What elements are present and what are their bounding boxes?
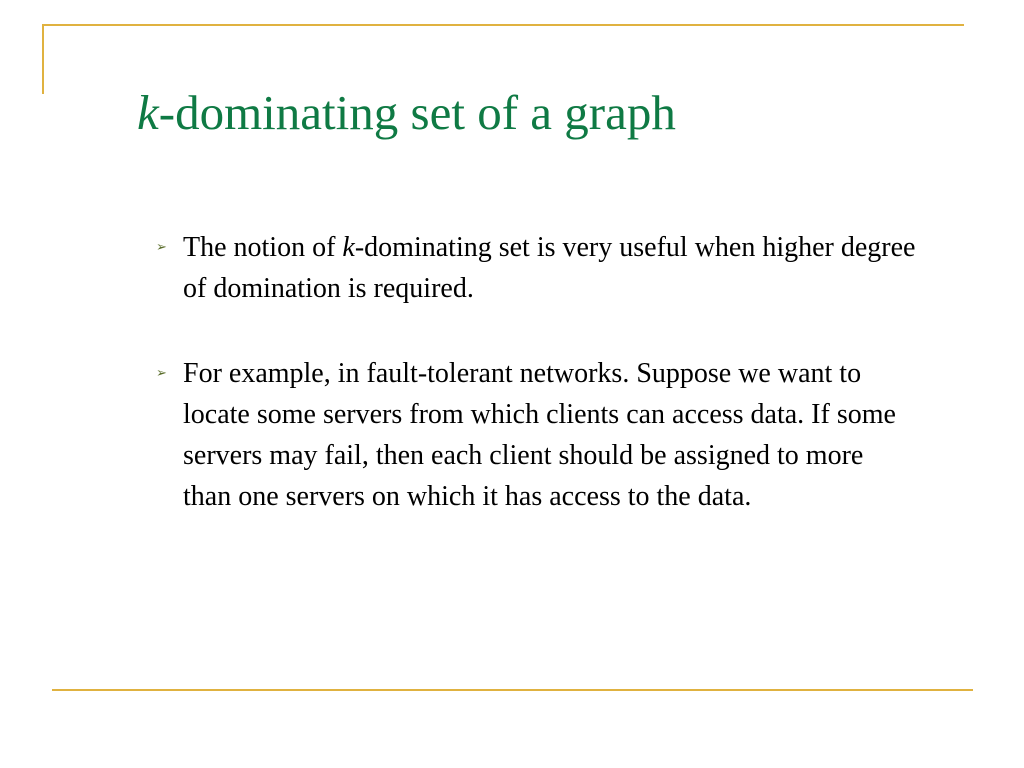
- bullet-variable: k: [342, 232, 355, 263]
- frame-top-border: [42, 24, 964, 26]
- bullet-text-after: -dominating set is very useful when higher degree of domination is required.: [183, 232, 916, 304]
- bullet-text: [183, 232, 915, 304]
- bullet-text: For example, in fault-tolerant networks. Suppose we want to locate some servers from which clients can access data. If some servers may fail, then each client should be assigned to more than one servers on which it has access to the data.: [183, 358, 896, 512]
- bullet-list: [156, 227, 916, 561]
- bullet-item: [156, 227, 916, 309]
- slide-title: [137, 84, 676, 143]
- bullet-item: [156, 353, 916, 517]
- frame-bottom-border: [52, 689, 973, 691]
- title-variable: k: [137, 85, 159, 140]
- title-text: -dominating set of a graph: [158, 85, 676, 140]
- frame-left-border: [42, 24, 44, 94]
- arrow-bullet-icon: ➢: [156, 240, 167, 255]
- bullet-text-before: The notion of: [183, 232, 343, 263]
- arrow-bullet-icon: ➢: [156, 366, 167, 381]
